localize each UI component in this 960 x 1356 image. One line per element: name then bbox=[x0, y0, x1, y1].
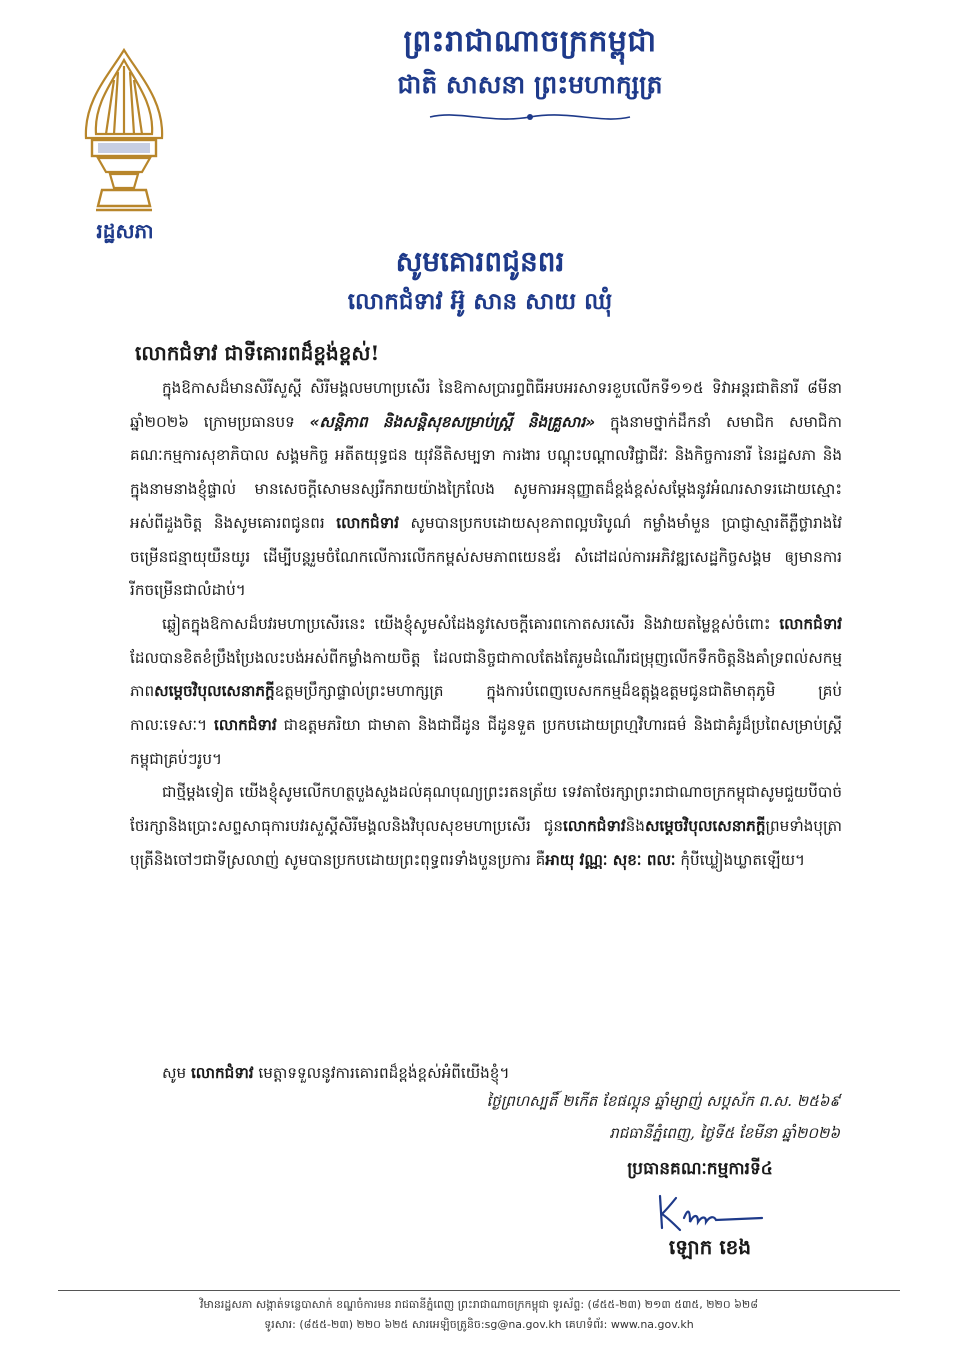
recipient-honorific: លោកជំទាវ bbox=[779, 614, 842, 633]
signatory-title: ប្រធានគណៈកម្មការទី៤ bbox=[627, 1159, 773, 1179]
recipient-honorific: លោកជំទាវ bbox=[214, 716, 277, 735]
salutation: លោកជំទាវ ជាទីគោរពដ៏ខ្ពង់ខ្ពស់! bbox=[135, 341, 380, 365]
closing-line bbox=[162, 1058, 842, 1088]
paragraph-text: ឧត្តមប្រឹក្សាផ្ទាល់ព្រះមហាក្សត្រ ក្នុងការបំពេញបេសកកម្មដ៏ឧត្តុង្គឧត្តមជូនជាតិមាតុភូមិ គ្រប់កាលៈទេសៈ។ bbox=[130, 682, 842, 735]
signatory-name: ឡោក ខេង bbox=[668, 1235, 752, 1259]
national-motto: ជាតិ សាសនា ព្រះមហាក្សត្រ bbox=[397, 70, 663, 99]
paragraph-text: ក្នុងនាមថ្នាក់ដឹកនាំ សមាជិក សមាជិកា គណៈកម្មការសុខាភិបាល សង្គមកិច្ច អតីតយុទ្ធជន យុវនីតិសម្បទា ការងារ បណ្តុះបណ្តាលវិជ្ជាជីវៈ និងកិច្ចការនារី នៃរដ្ឋសភា និងក្នុងនាមនាងខ្ញុំផ្ទាល់ មានសេចក្តីសោមនស្សរីករាយយ៉ាងក្រៃលែង សូមការអនុញ្ញាតដ៏ខ្ពង់ខ្ពស់សម្តែងនូវអំណរសាទរដោយស្មោះអស់ពីដួងចិត្ត និងសូមគោរពជូនពរ bbox=[130, 412, 843, 532]
paragraph-text: ជាថ្មីម្តងទៀត យើងខ្ញុំសូមលើកហត្ថបួងសួងដល់គុណបុណ្យព្រះរតនត្រ័យ ទេវតាថែរក្សាព្រះរាជាណាចក្រកម្ពុជាសូមជួយបីបាច់ថែរក្សានិងប្រោះសព្ទសាធុការបវរសួស្តីសិរីមង្គលនិងវិបុលសុខមហាប្រសើរ ជូន bbox=[130, 783, 842, 836]
national-assembly-emblem-icon bbox=[78, 46, 170, 216]
paragraph-text: ព្រមទាំងបុត្រាបុត្រីនិងចៅៗជាទីស្រលាញ់ សូមបានប្រកបដោយព្រះពុទ្ធពរទាំងបួនប្រការ គឺ bbox=[130, 817, 842, 869]
footer-contact: ទូរសារ: (៨៥៥-២៣) ២២០ ៦២៥ សារអេឡិចត្រូនិច:sg@na.gov.kh គេហទំព័រ: www.na.gov.kh bbox=[264, 1318, 694, 1331]
recipient-name: លោកជំទាវ អ៊ូ សាន សាយ ឈុំ bbox=[347, 288, 613, 315]
leader-title: សម្តេចវិបុលសេនាភក្តី bbox=[644, 817, 766, 836]
leader-title: សម្តេចវិបុលសេនាភក្តី bbox=[154, 682, 275, 701]
solar-date: រាជធានីភ្នំពេញ, ថ្ងៃទី៥ ខែមីនា ឆ្នាំ២០២៦ bbox=[609, 1124, 840, 1142]
paragraph-text: កុំបីឃ្លៀងឃ្លាតឡើយ។ bbox=[675, 850, 806, 869]
event-theme: «សន្តិភាព និងសន្តិសុខសម្រាប់ស្ត្រី និងគ្រួសារ» bbox=[309, 412, 596, 431]
lunar-date: ថ្ងៃព្រហស្បតិ៍ ២កើត ខែផល្គុន ឆ្នាំម្សាញ់ សប្តស័ក ព.ស. ២៥៦៩ bbox=[486, 1092, 840, 1110]
closing-text: មេត្តាទទួលនូវការគោរពដ៏ខ្ពង់ខ្ពស់អំពីយើងខ្ញុំ។ bbox=[253, 1064, 510, 1082]
paragraph-text: សូមបានប្រកបដោយសុខភាពល្អបរិបូណ៌ កម្លាំងមាំមួន ប្រាជ្ញាស្មារតីភ្លឺថ្លារាងវៃ ចម្រើនជន្មាយុយឺនយូរ ដើម្បីបន្តរួមចំណែកលើការលើកកម្ពស់សមភាពយេនឌ័រ សំដៅដល់ការអភិវឌ្ឍសេដ្ឋកិច្ចសង្គម ឲ្យមានការរីកចម្រើនជាលំដាប់។ bbox=[130, 513, 842, 600]
kingdom-heading: ព្រះរាជាណាចក្រកម្ពុជា bbox=[403, 24, 657, 59]
paragraph-2 bbox=[130, 608, 842, 777]
paragraph-text: ដែលបានខិតខំប្រឹងប្រែងលះបង់អស់ពីកម្លាំងកាយចិត្ត ដែលជានិច្ចជាកាលតែងតែរួមដំណើរជម្រុញលើកទឹកចិត្តនិងគាំទ្រពល់សកម្មភាព bbox=[130, 648, 842, 701]
paragraph-text: ឆ្លៀតក្នុងឱកាសដ៏បវរមហាប្រសើរនេះ យើងខ្ញុំសូមសំដែងនូវសេចក្តីគោរពកោតសរសើរ និងវាយតម្លៃខ្ពស់ចំពោះ bbox=[162, 614, 780, 633]
recipient-honorific: លោកជំទាវ bbox=[190, 1064, 254, 1082]
recipient-honorific: លោកជំទាវ bbox=[336, 513, 399, 532]
ornament-divider-icon bbox=[420, 108, 640, 126]
paragraph-3 bbox=[130, 776, 842, 877]
closing-text: សូម bbox=[162, 1064, 191, 1082]
handwritten-signature bbox=[650, 1188, 770, 1236]
letter-body bbox=[130, 372, 842, 878]
greeting-title: សូមគោរពជូនពរ bbox=[395, 245, 565, 278]
paragraph-1 bbox=[130, 372, 842, 608]
emblem-label: រដ្ឋសភា bbox=[96, 219, 154, 243]
footer-address: វិមានរដ្ឋសភា សង្កាត់ទន្លេបាសាក់ ខណ្ឌចំការមន រាជធានីភ្នំពេញ ព្រះរាជាណាចក្រកម្ពុជា ទូរស័ព្ទ: (៨៥៥-២៣) ២១៣ ៥៣៥, ២២០ ៦២៨ bbox=[199, 1298, 759, 1311]
paragraph-text: និង bbox=[625, 817, 645, 836]
paragraph-text: ជាឧត្តមភរិយា ជាមាតា និងជាជីដូន ជីដូនទួត ប្រកបដោយព្រហ្មវិហារធម៌ និងជាគំរូដ៏ប្រពៃសម្រាប់ស្ត្រីកម្ពុជាគ្រប់ៗរូប។ bbox=[130, 716, 843, 768]
footer-divider bbox=[58, 1290, 900, 1291]
recipient-honorific: លោកជំទាវ bbox=[563, 817, 626, 836]
four-blessings: អាយុ វណ្ណៈ សុខៈ ពលៈ bbox=[545, 850, 676, 869]
paragraph-text: ក្នុងឱកាសដ៏មានសិរីសួស្តី សិរីមង្គលមហាប្រសើរ នៃឱកាសប្រារព្ធពិធីអបអរសាទរខួបលើកទី១១៥ ទិវាអន្តរជាតិនារី ៨មីនា ឆ្នាំ២០២៦ ក្រោមប្រធានបទ bbox=[130, 379, 842, 431]
